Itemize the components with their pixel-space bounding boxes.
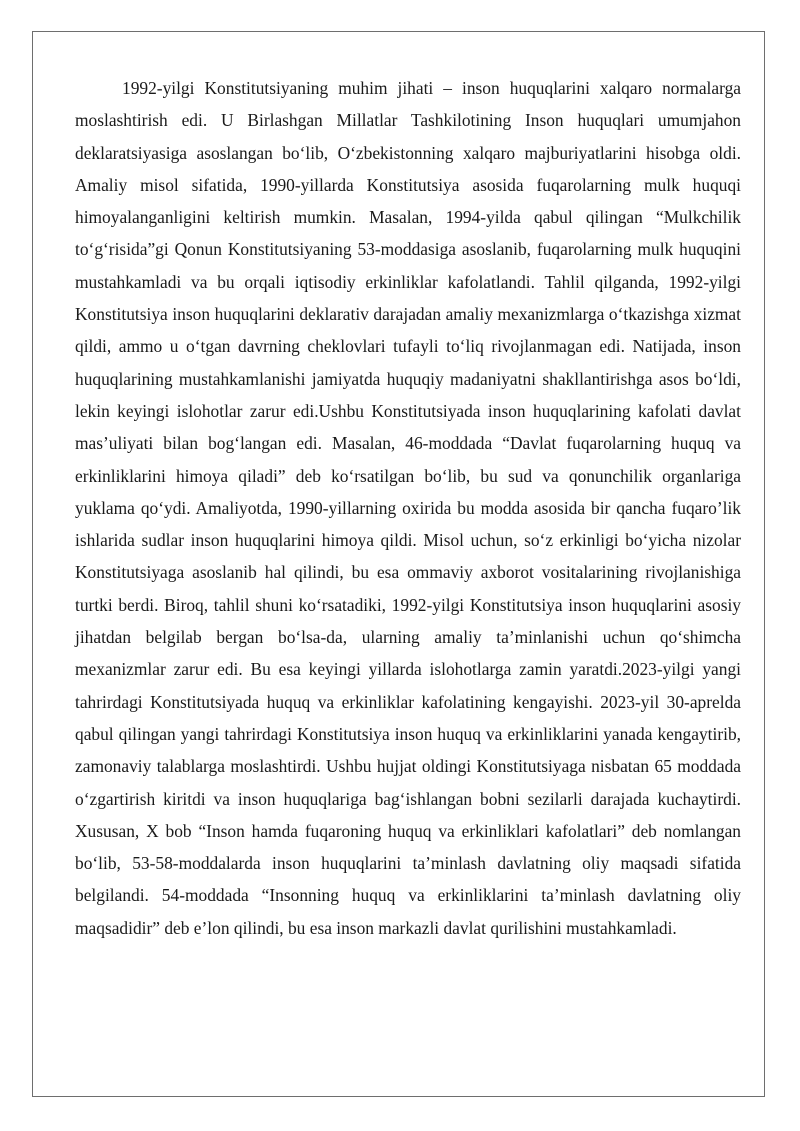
body-paragraph: 1992-yilgi Konstitutsiyaning muhim jihati – inson huquqlarini xalqaro normalarga moslashtirish edi. U Birlashgan Millatlar Tashkilotining Inson huquqlari umumjahon deklaratsiyasiga asoslangan bo‘lib, O‘zbekistonning xalqaro majburiyatlarini hisobga oldi. Amaliy misol sifatida, 1990-yillarda Konstitutsiya asosida fuqarolarning mulk huquqi himoyalanganligini keltirish mumkin. Masalan, 1994-yilda qabul qilingan “Mulkchilik to‘g‘risida”gi Qonun Konstitutsiyaning 53-moddasiga asoslanib, fuqarolarning mulk huquqini mustahkamladi va bu orqali iqtisodiy erkinliklar kafolatlandi. Tahlil qilganda, 1992-yilgi Konstitutsiya inson huquqlarini deklarativ darajadan amaliy mexanizmlarga o‘tkazishga xizmat qildi, ammo u o‘tgan davrning cheklovlari tufayli to‘liq rivojlanmagan edi. Natijada, inson huquqlarining mustahkamlanishi jamiyatda huquqiy madaniyatni shakllantirishga asos bo‘ldi, lekin keyingi islohotlar zarur edi.Ushbu Konstitutsiyada inson huquqlarining kafolati davlat mas’uliyati bilan bog‘langan edi. Masalan, 46-moddada “Davlat fuqarolarning huquq va erkinliklarini himoya qiladi” deb ko‘rsatilgan bo‘lib, bu sud va qonunchilik organlariga yuklama qo‘ydi. Amaliyotda, 1990-yillarning oxirida bu modda asosida bir qancha fuqaro’lik ishlarida sudlar inson huquqlarini himoya qildi. Misol uchun, so‘z erkinligi bo‘yicha nizolar Konstitutsiyaga asoslanib hal qilindi, bu esa ommaviy axborot vositalarining rivojlanishiga turtki berdi. Biroq, tahlil shuni ko‘rsatadiki, 1992-yilgi Konstitutsiya inson huquqlarini asosiy jihatdan belgilab bergan bo‘lsa-da, ularning amaliy ta’minlanishi uchun qo‘shimcha mexanizmlar zarur edi. Bu esa keyingi yillarda islohotlarga zamin yaratdi.2023-yilgi yangi tahrirdagi Konstitutsiyada huquq va erkinliklar kafolatining kengayishi. 2023-yil 30-aprelda qabul qilingan yangi tahrirdagi Konstitutsiya inson huquq va erkinliklarini yanada kengaytirib, zamonaviy talablarga moslashtirdi. Ushbu hujjat oldingi Konstitutsiyaga nisbatan 65 moddada o‘zgartirish kiritdi va inson huquqlariga bag‘ishlangan bobni sezilarli darajada kuchaytirdi. Xususan, X bob “Inson hamda fuqaroning huquq va erkinliklari kafolatlari” deb nomlangan bo‘lib, 53-58-moddalarda inson huquqlarini ta’minlash davlatning oliy maqsadi sifatida belgilandi. 54-moddada “Insonning huquq va erkinliklarini ta’minlash davlatning oliy maqsadidir” deb e’lon qilindi, bu esa inson markazli davlat qurilishini mustahkamladi. bbox=[75, 78, 741, 938]
